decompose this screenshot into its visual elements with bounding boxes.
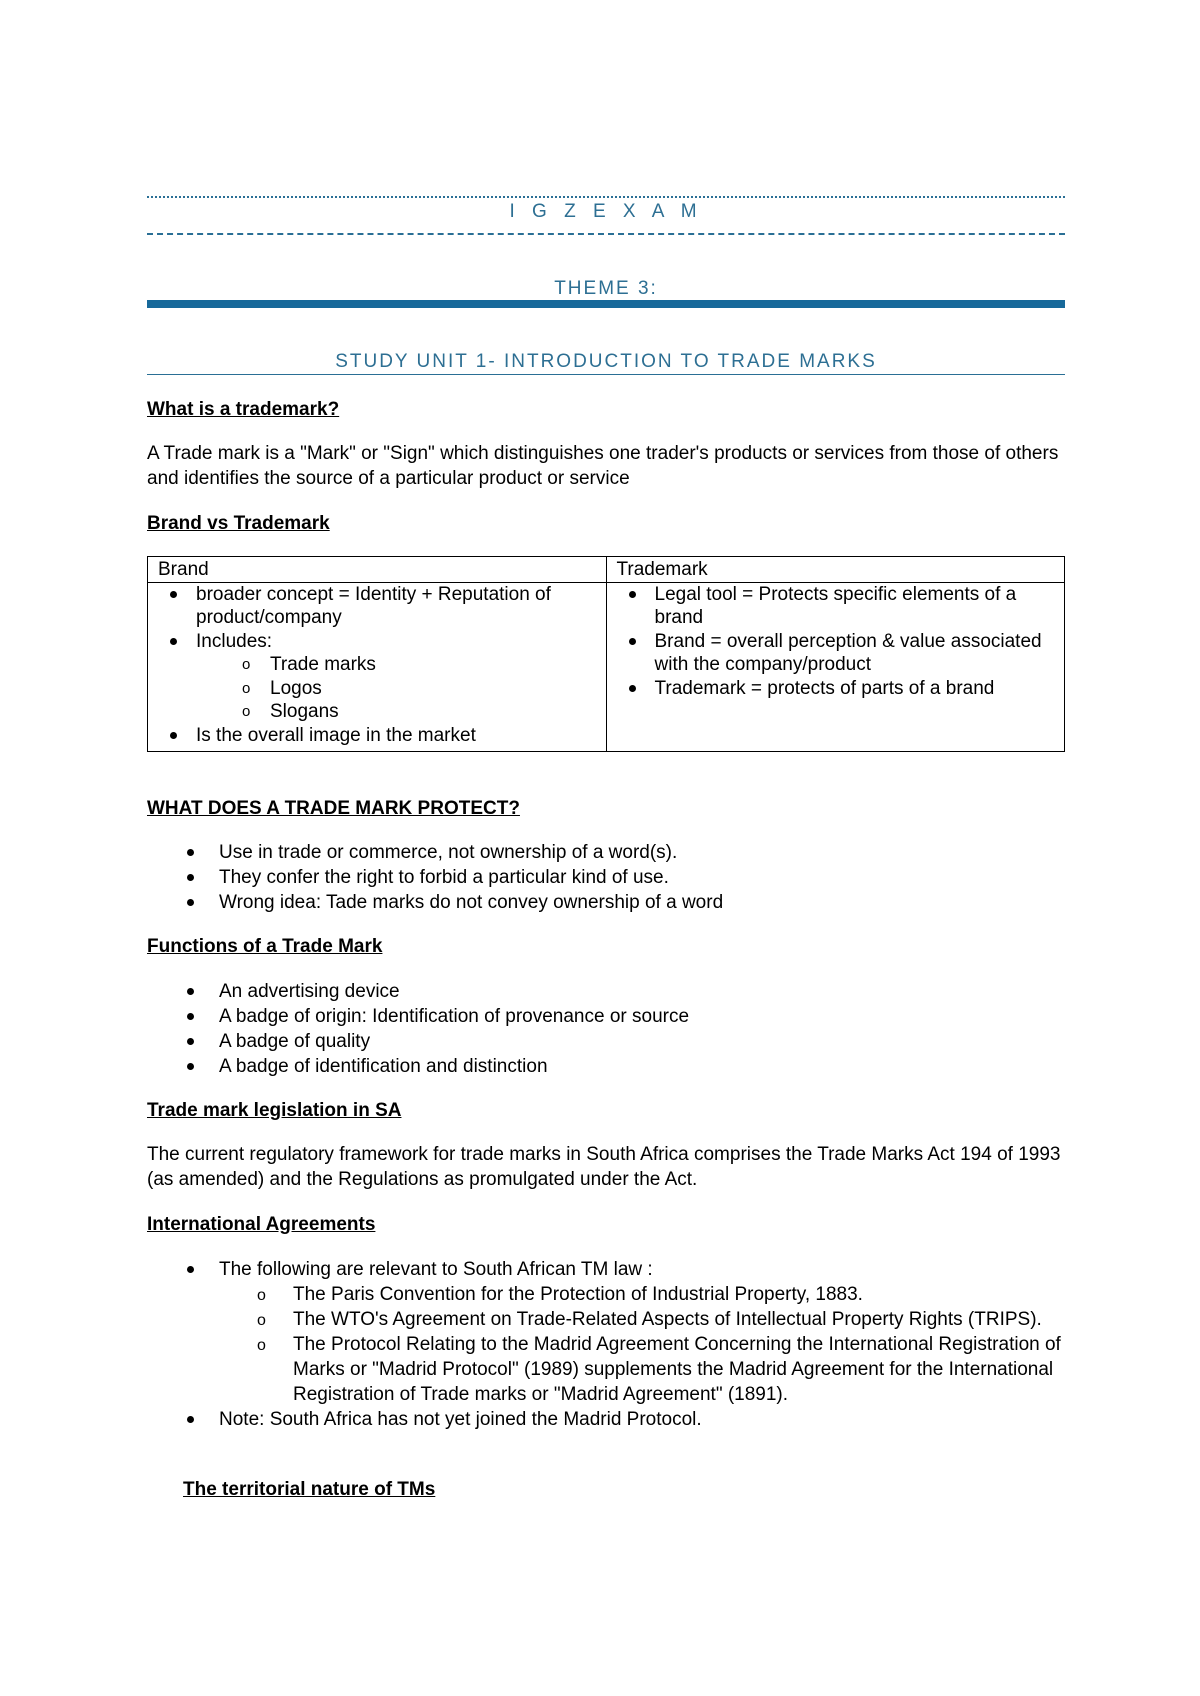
trademark-list: [617, 583, 1055, 701]
sub-list-item: o Logos: [158, 677, 596, 701]
list-item: Wrong idea: Tade marks do not convey ownership of a word: [147, 890, 1065, 915]
heading-what-protect: WHAT DOES A TRADE MARK PROTECT?: [147, 798, 520, 819]
heading-what-is-trademark: What is a trademark?: [147, 399, 340, 420]
sub-list-item: o The WTO's Agreement on Trade-Related Aspects of Intellectual Property Rights (TRIPS).: [147, 1307, 1065, 1332]
protect-list: [147, 840, 1065, 915]
heading-territorial: The territorial nature of TMs: [183, 1479, 436, 1500]
table-header-row: [148, 557, 1065, 583]
functions-list: [147, 979, 1065, 1079]
legislation-text: The current regulatory framework for trade marks in South Africa comprises the Trade Marks Act 194 of 1993 (as amended) and the Regulations as promulgated under the Act.: [147, 1144, 1061, 1190]
list-item: Note: South Africa has not yet joined the Madrid Protocol.: [147, 1407, 1065, 1432]
international-list: [147, 1257, 1065, 1432]
trademark-cell: [606, 582, 1065, 751]
sub-list-item: o Slogans: [158, 700, 596, 724]
list-item: The following are relevant to South African TM law :: [147, 1257, 1065, 1282]
brand-vs-trademark-table: [147, 556, 1065, 752]
heading-international: International Agreements: [147, 1214, 376, 1235]
list-item: Brand = overall perception & value associated with the company/product: [617, 630, 1055, 677]
study-unit-title: STUDY UNIT 1- INTRODUCTION TO TRADE MARKS: [335, 351, 877, 372]
list-item: A badge of quality: [147, 1029, 1065, 1054]
exam-title: I G Z E X A M: [509, 201, 703, 222]
heading-brand-vs-trademark: Brand vs Trademark: [147, 513, 330, 534]
table-header-brand: Brand: [148, 557, 607, 583]
brand-list: [158, 583, 596, 748]
study-unit-rule: [147, 374, 1065, 375]
list-item: A badge of origin: Identification of provenance or source: [147, 1004, 1065, 1029]
list-item: An advertising device: [147, 979, 1065, 1004]
sub-list-item: o Trade marks: [158, 653, 596, 677]
list-item: A badge of identification and distinction: [147, 1054, 1065, 1079]
sub-list-item: o The Paris Convention for the Protection of Industrial Property, 1883.: [147, 1282, 1065, 1307]
table-row: [148, 582, 1065, 751]
list-item: Use in trade or commerce, not ownership of a word(s).: [147, 840, 1065, 865]
list-item: They confer the right to forbid a particular kind of use.: [147, 865, 1065, 890]
list-item: Legal tool = Protects specific elements of a brand: [617, 583, 1055, 630]
theme-title: THEME 3:: [554, 278, 658, 299]
trademark-definition: A Trade mark is a "Mark" or "Sign" which distinguishes one trader's products or services from those of others and identifies the source of a particular product or service: [147, 443, 1059, 489]
list-item: broader concept = Identity + Reputation of product/company: [158, 583, 596, 630]
title-bottom-rule: [147, 233, 1065, 235]
theme-divider-bar: [147, 300, 1065, 308]
heading-functions: Functions of a Trade Mark: [147, 936, 383, 957]
list-item: Includes:: [158, 630, 596, 654]
list-item: Trademark = protects of parts of a brand: [617, 677, 1055, 701]
list-item: Is the overall image in the market: [158, 724, 596, 748]
table-header-trademark: Trademark: [606, 557, 1065, 583]
brand-cell: [148, 582, 607, 751]
heading-legislation: Trade mark legislation in SA: [147, 1100, 402, 1121]
sub-list-item: o The Protocol Relating to the Madrid Agreement Concerning the International Registration of Marks or "Madrid Protocol" (1989) supplements the Madrid Agreement for the International Registration of Trade marks or "Madrid Agreement" (1891).: [147, 1332, 1065, 1407]
